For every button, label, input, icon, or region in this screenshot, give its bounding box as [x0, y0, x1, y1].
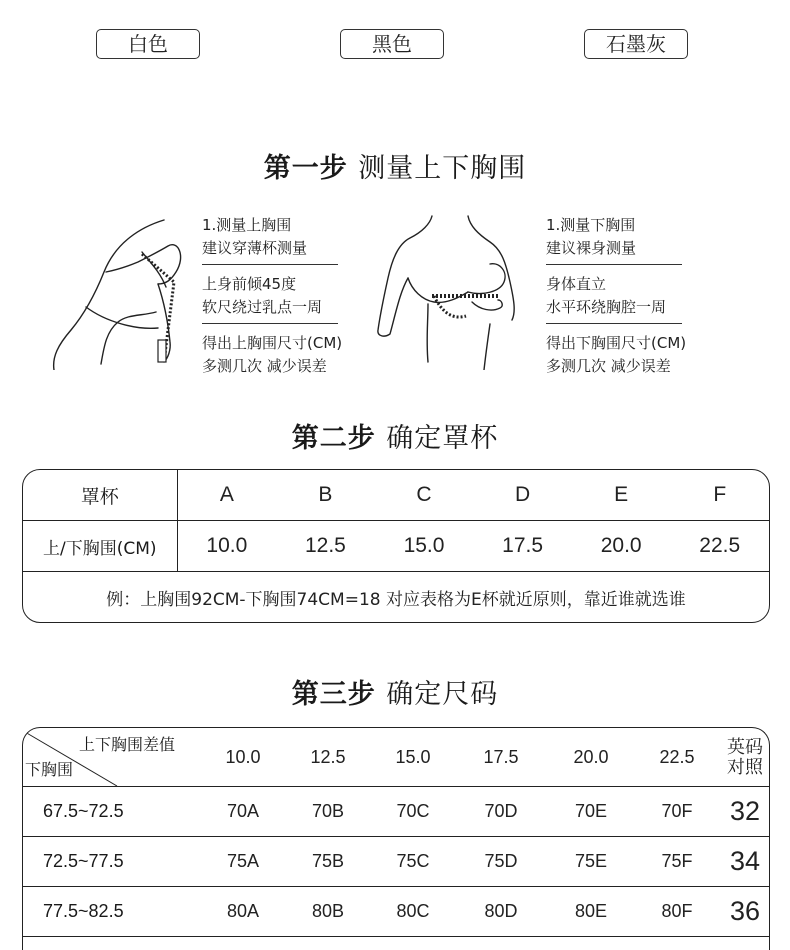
- diff-cell: 20.0: [600, 534, 642, 557]
- size-cell: 80E: [574, 901, 608, 921]
- step2-label: 第二步: [291, 423, 376, 454]
- size-row-partial: [23, 936, 769, 950]
- size-cell: 80A: [226, 901, 260, 921]
- size-cell: 70B: [311, 801, 345, 821]
- diff-cell: 17.5: [502, 534, 544, 557]
- instr-line: 多测几次 减少误差: [546, 357, 671, 375]
- upper-bust-figure: [46, 212, 196, 370]
- cup-cell: A: [219, 483, 234, 506]
- size-cell: 75B: [311, 851, 345, 871]
- underbust-range: 72.5~77.5: [43, 851, 124, 871]
- uk-header-line: 对照: [727, 757, 763, 777]
- size-header-diff: 15.0: [395, 746, 431, 767]
- step1-subtitle: 测量上下胸围: [358, 153, 527, 184]
- header-underbust-label: 下胸围: [25, 760, 74, 779]
- size-header-diff: 12.5: [310, 746, 346, 767]
- cup-table: [22, 469, 770, 623]
- cup-cell: B: [318, 483, 333, 506]
- instr-line: 水平环绕胸腔一周: [546, 298, 667, 316]
- instr-line: 得出下胸围尺寸(CM): [546, 334, 687, 352]
- size-cell: 70F: [661, 801, 693, 821]
- size-cell: 80D: [484, 901, 518, 921]
- step3-title: [0, 672, 790, 711]
- cup-cell: F: [713, 483, 727, 506]
- instr-line: 1.测量上胸围: [202, 216, 292, 234]
- uk-size-cell: 32: [729, 796, 761, 826]
- size-header-diff: 20.0: [573, 746, 609, 767]
- size-cell: 75C: [396, 851, 430, 871]
- step1-right-instructions: [546, 214, 687, 390]
- step1-title: [0, 146, 790, 185]
- size-header-row: [23, 728, 769, 786]
- step1-left-instructions: [202, 214, 343, 390]
- cup-cell: C: [416, 483, 432, 506]
- size-cell: 70D: [484, 801, 518, 821]
- instr-line: 建议穿薄杯测量: [202, 239, 308, 257]
- cup-cell: E: [614, 483, 629, 506]
- diff-row: [23, 521, 769, 572]
- size-header-diff: 10.0: [225, 746, 261, 767]
- cup-row-header: 罩杯: [23, 470, 178, 520]
- size-cell: 70C: [396, 801, 430, 821]
- diagonal-header-cell: [23, 728, 203, 786]
- cup-example-text: 例：上胸围92CM-下胸围74CM=18 对应表格为E杯就近原则，靠近谁就选谁: [106, 590, 686, 610]
- size-row: [23, 886, 769, 936]
- size-row: [23, 836, 769, 886]
- color-option-graphite[interactable]: 石墨灰: [584, 29, 688, 59]
- cup-cell: D: [515, 483, 531, 506]
- diff-cell: 15.0: [403, 534, 445, 557]
- size-header-diff: 17.5: [483, 746, 519, 767]
- size-cell: 75F: [661, 851, 693, 871]
- size-table: [22, 727, 770, 950]
- size-cell: 75A: [226, 851, 260, 871]
- size-cell: 70A: [226, 801, 260, 821]
- size-cell: 80C: [396, 901, 430, 921]
- uk-size-cell: 36: [729, 896, 761, 926]
- underbust-range: 77.5~82.5: [43, 901, 124, 921]
- size-row: [23, 786, 769, 836]
- uk-header-line: 英码: [727, 737, 763, 757]
- cup-row: [23, 470, 769, 521]
- instr-line: 上身前倾45度: [202, 275, 297, 293]
- header-diff-label: 上下胸围差值: [78, 735, 175, 754]
- size-header-diff: 22.5: [659, 746, 695, 767]
- instr-line: 多测几次 减少误差: [202, 357, 327, 375]
- under-bust-figure: [372, 212, 532, 370]
- diff-cell: 12.5: [304, 534, 346, 557]
- size-cell: 80B: [311, 901, 345, 921]
- instr-line: 身体直立: [546, 275, 607, 293]
- step3-label: 第三步: [291, 679, 376, 710]
- step2-title: [0, 416, 790, 455]
- cup-example-row: [23, 572, 769, 623]
- color-option-black[interactable]: 黑色: [340, 29, 444, 59]
- instr-line: 建议裸身测量: [546, 239, 637, 257]
- size-cell: 70E: [574, 801, 608, 821]
- instr-line: 1.测量下胸围: [546, 216, 636, 234]
- diff-row-header: 上/下胸围(CM): [23, 521, 178, 571]
- diff-cell: 10.0: [206, 534, 248, 557]
- color-option-white[interactable]: 白色: [96, 29, 200, 59]
- step2-subtitle: 确定罩杯: [386, 423, 499, 454]
- step3-subtitle: 确定尺码: [386, 679, 499, 710]
- uk-size-header: [721, 737, 769, 777]
- size-cell: 80F: [661, 901, 693, 921]
- step1-label: 第一步: [263, 153, 348, 184]
- diff-cell: 22.5: [699, 534, 741, 557]
- size-cell: 75E: [574, 851, 608, 871]
- underbust-range: 67.5~72.5: [43, 801, 124, 821]
- instr-line: 软尺绕过乳点一周: [202, 298, 323, 316]
- instr-line: 得出上胸围尺寸(CM): [202, 334, 343, 352]
- size-cell: 75D: [484, 851, 518, 871]
- uk-size-cell: 34: [729, 846, 761, 876]
